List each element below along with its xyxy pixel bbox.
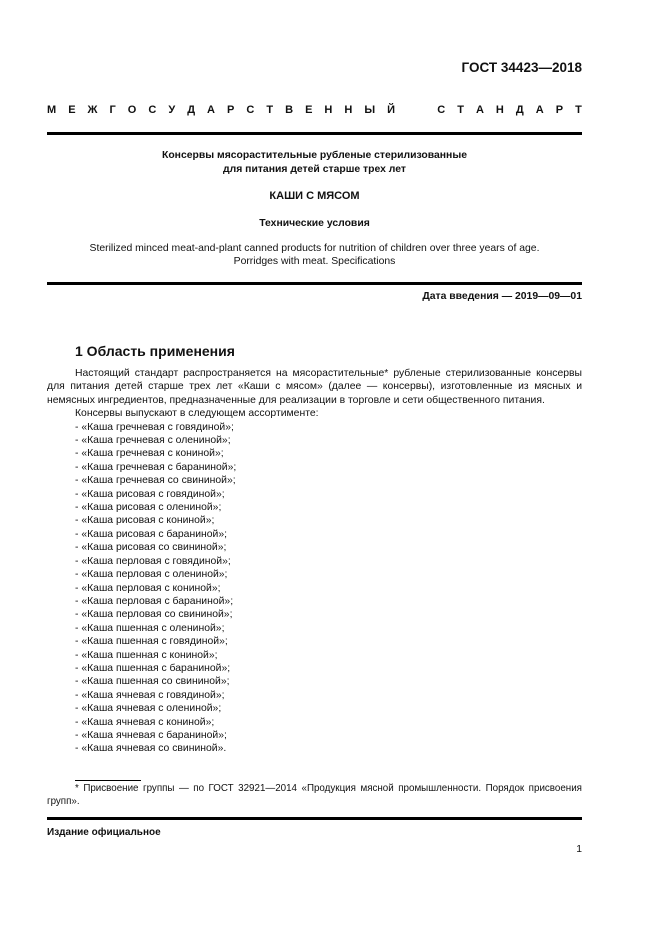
letter: О xyxy=(127,104,137,116)
list-item: - «Каша гречневая с олениной»; xyxy=(75,435,231,447)
letter: У xyxy=(168,104,176,116)
footnote: * Присвоение группы — по ГОСТ 32921—2014 «Продукция мясной промышленности. Порядок присвоения групп». xyxy=(47,783,582,807)
list-item: - «Каша перловая с олениной»; xyxy=(75,569,228,581)
list-item: - «Каша рисовая с бараниной»; xyxy=(75,528,227,540)
list-item: - «Каша перловая с говядиной»; xyxy=(75,555,231,567)
letter: Г xyxy=(109,104,116,116)
letter: С xyxy=(148,104,157,116)
footnote-separator xyxy=(75,780,141,781)
list-item: - «Каша ячневая со свининой». xyxy=(75,743,227,755)
list-item: - «Каша гречневая с бараниной»; xyxy=(75,461,237,473)
letter: Е xyxy=(305,104,313,116)
assortment-list xyxy=(47,421,582,756)
list-item: - «Каша рисовая с олениной»; xyxy=(75,502,222,514)
section-body xyxy=(47,367,582,756)
divider xyxy=(47,132,582,135)
letter: Р xyxy=(555,104,564,116)
list-item: - «Каша гречневая с говядиной»; xyxy=(75,421,234,433)
english-title-line-2: Porridges with meat. Specifications xyxy=(233,256,396,267)
effective-date: Дата введения — 2019—09—01 xyxy=(422,291,582,302)
letter: А xyxy=(475,104,484,116)
letter: Т xyxy=(575,104,582,116)
list-item: - «Каша пшенная с бараниной»; xyxy=(75,662,231,674)
letter: Т xyxy=(457,104,464,116)
page-number: 1 xyxy=(576,844,582,855)
title-line-1: Консервы мясорастительные рубленые стерилизованные xyxy=(161,150,467,161)
list-item: - «Каша гречневая со свининой»; xyxy=(75,475,236,487)
space xyxy=(407,104,410,116)
letter: Ж xyxy=(87,104,98,116)
letter: М xyxy=(47,104,57,116)
letter: С xyxy=(246,104,255,116)
letter: Й xyxy=(387,104,396,116)
list-item: - «Каша ячневая с говядиной»; xyxy=(75,689,225,701)
letter: А xyxy=(535,104,544,116)
list-item: - «Каша гречневая с кониной»; xyxy=(75,448,224,460)
list-item: - «Каша ячневая с олениной»; xyxy=(75,703,222,715)
divider xyxy=(47,282,582,285)
list-item: - «Каша ячневая с бараниной»; xyxy=(75,729,227,741)
standard-number: ГОСТ 34423—2018 xyxy=(461,60,582,75)
list-item: - «Каша пшенная с кониной»; xyxy=(75,649,218,661)
letter: Р xyxy=(227,104,235,116)
list-item: - «Каша пшенная со свининой»; xyxy=(75,676,230,688)
letter: Н xyxy=(344,104,353,116)
divider xyxy=(47,817,582,820)
letter: Ы xyxy=(364,104,376,116)
list-item: - «Каша рисовая со свининой»; xyxy=(75,542,227,554)
letter: Д xyxy=(515,104,524,116)
list-item: - «Каша пшенная с олениной»; xyxy=(75,622,225,634)
list-item: - «Каша ячневая с кониной»; xyxy=(75,716,215,728)
document-name: КАШИ С МЯСОМ xyxy=(269,190,360,202)
list-item: - «Каша рисовая с говядиной»; xyxy=(75,488,225,500)
list-item: - «Каша перловая с кониной»; xyxy=(75,582,221,594)
list-item: - «Каша перловая со свининой»; xyxy=(75,609,233,621)
letter: Е xyxy=(68,104,76,116)
edition-label: Издание официальное xyxy=(47,827,161,838)
paragraph: Консервы выпускают в следующем ассортименте: xyxy=(75,408,319,420)
list-item: - «Каша пшенная с говядиной»; xyxy=(75,636,228,648)
standard-type xyxy=(47,104,582,116)
list-item: - «Каша перловая с бараниной»; xyxy=(75,595,234,607)
section-heading: 1 Область применения xyxy=(75,343,235,359)
letter: С xyxy=(437,104,446,116)
title-line-2: для питания детей старше трех лет xyxy=(223,164,406,175)
space xyxy=(422,104,425,116)
paragraph: Настоящий стандарт распространяется на мясорастительные* рубленые стерилизованные консервы для питания детей старше трех лет «Каши с мясом» (далее — консервы), изготовленные из мясных и немясных ингредиентов, предназначенные для реализации в торговле и сети общественного питания. xyxy=(47,368,582,406)
document-subtitle: Технические условия xyxy=(259,218,370,229)
letter: Т xyxy=(266,104,274,116)
english-title-line-1: Sterilized minced meat-and-plant canned products for nutrition of children over three years of age. xyxy=(89,243,540,254)
letter: Д xyxy=(187,104,196,116)
letter: А xyxy=(207,104,215,116)
list-item: - «Каша рисовая с кониной»; xyxy=(75,515,215,527)
letter: В xyxy=(285,104,294,116)
letter: Н xyxy=(324,104,333,116)
letter: Н xyxy=(495,104,504,116)
